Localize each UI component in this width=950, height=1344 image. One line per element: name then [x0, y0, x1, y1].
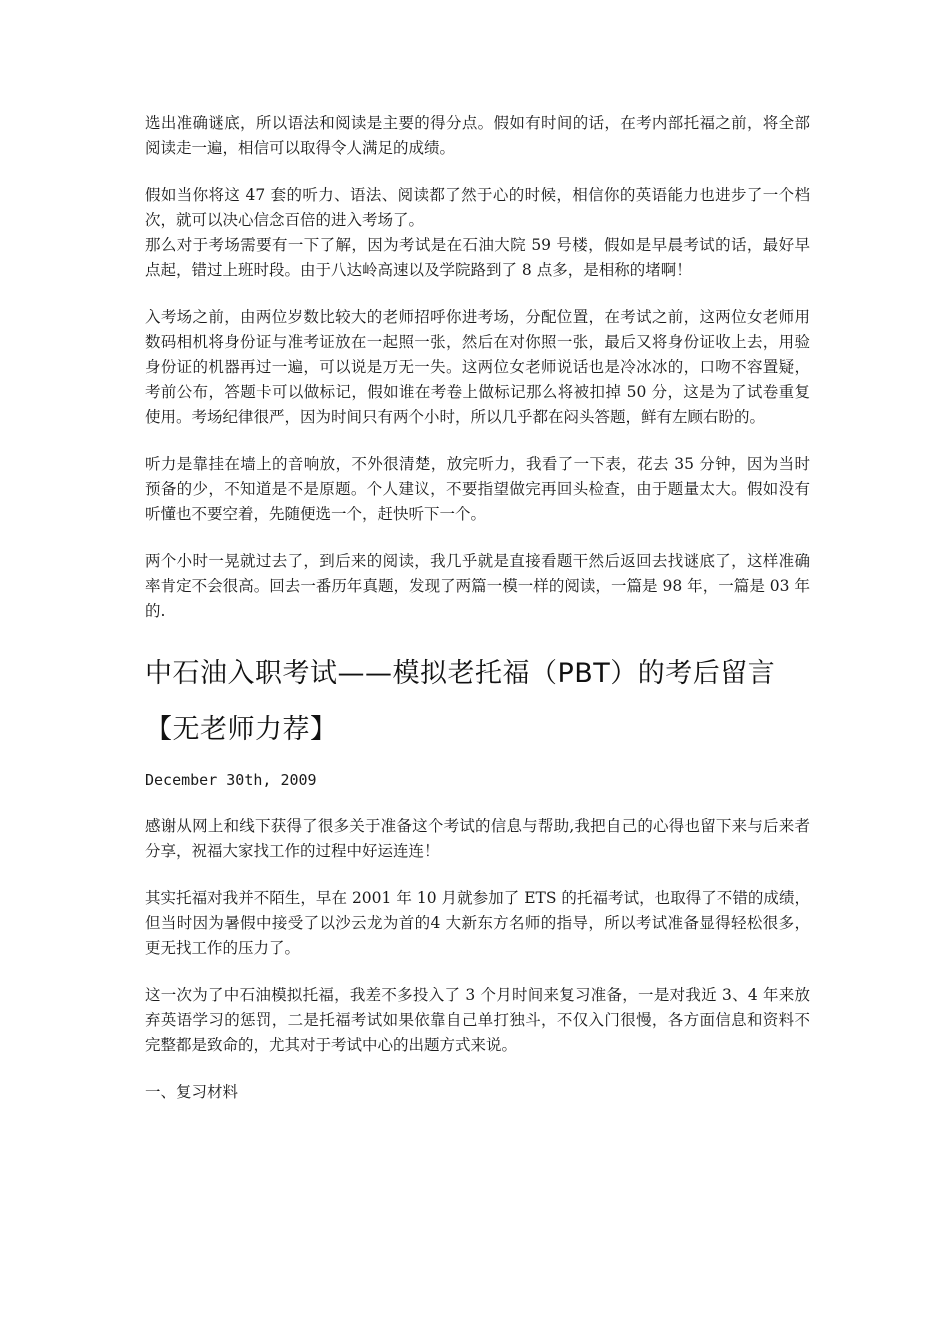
paragraph-reading: 两个小时一晃就过去了，到后来的阅读，我几乎就是直接看题干然后返回去找谜底了，这样准确率肯定不会很高。回去一番历年真题，发现了两篇一模一样的阅读，一篇是 98 年，一篇是 03 年的. — [145, 552, 810, 620]
document-page — [145, 111, 810, 1105]
paragraph-exam-entry: 入考场之前，由两位岁数比较大的老师招呼你进考场，分配位置，在考试之前，这两位女老师用数码相机将身份证与准考证放在一起照一张，然后在对你照一张，最后又将身份证收上去，用验身份证的机器再过一遍，可以说是万无一失。这两位女老师说话也是冷冰冰的，口吻不容置疑，考前公布，答题卡可以做标记，假如谁在考卷上做标记那么将被扣掉 50 分，这是为了试卷重复使用。考场纪律很严，因为时间只有两个小时，所以几乎都在闷头答题，鲜有左顾右盼的。 — [145, 308, 810, 426]
section-heading-materials: 一、复习材料 — [145, 1083, 239, 1101]
paragraph-preparation: 这一次为了中石油模拟托福，我差不多投入了 3 个月时间来复习准备，一是对我近 3、4 年来放弃英语学习的惩罚，二是托福考试如果依靠自己单打独斗，不仅入门很慢，各方面信息和资料不完整都是致命的，尤其对于考试中心的出题方式来说。 — [145, 986, 810, 1054]
paragraph-listening: 听力是靠挂在墙上的音响放，不外很清楚，放完听力，我看了一下表，花去 35 分钟，因为当时预备的少，不知道是不是原题。个人建议，不要指望做完再回头检查，由于题量太大。假如没有听懂也不要空着，先随便选一个，赶快听下一个。 — [145, 455, 810, 523]
paragraph-background: 其实托福对我并不陌生，早在 2001 年 10 月就参加了 ETS 的托福考试，也取得了不错的成绩，但当时因为暑假中接受了以沙云龙为首的4 大新东方名师的指导，所以考试准备显得轻松很多，更无找工作的压力了。 — [145, 889, 810, 957]
paragraph-thanks: 感谢从网上和线下获得了很多关于准备这个考试的信息与帮助,我把自己的心得也留下来与后来者分享，祝福大家找工作的过程中好运连连！ — [145, 817, 810, 860]
paragraph-answer-key: 选出准确谜底，所以语法和阅读是主要的得分点。假如有时间的话，在考内部托福之前，将全部阅读走一遍，相信可以取得令人满足的成绩。 — [145, 114, 810, 157]
paragraph-confidence: 假如当你将这 47 套的听力、语法、阅读都了然于心的时候，相信你的英语能力也进步了一个档次，就可以决心信念百倍的进入考场了。 — [145, 186, 810, 229]
article-title: 中石油入职考试——模拟老托福（PBT）的考后留言【无老师力荐】 — [145, 658, 776, 745]
paragraph-exam-location: 那么对于考场需要有一下了解，因为考试是在石油大院 59 号楼，假如是早晨考试的话，最好早点起，错过上班时段。由于八达岭高速以及学院路到了 8 点多，是相称的堵啊！ — [145, 236, 810, 279]
article-date: December 30th, 2009 — [145, 771, 317, 789]
